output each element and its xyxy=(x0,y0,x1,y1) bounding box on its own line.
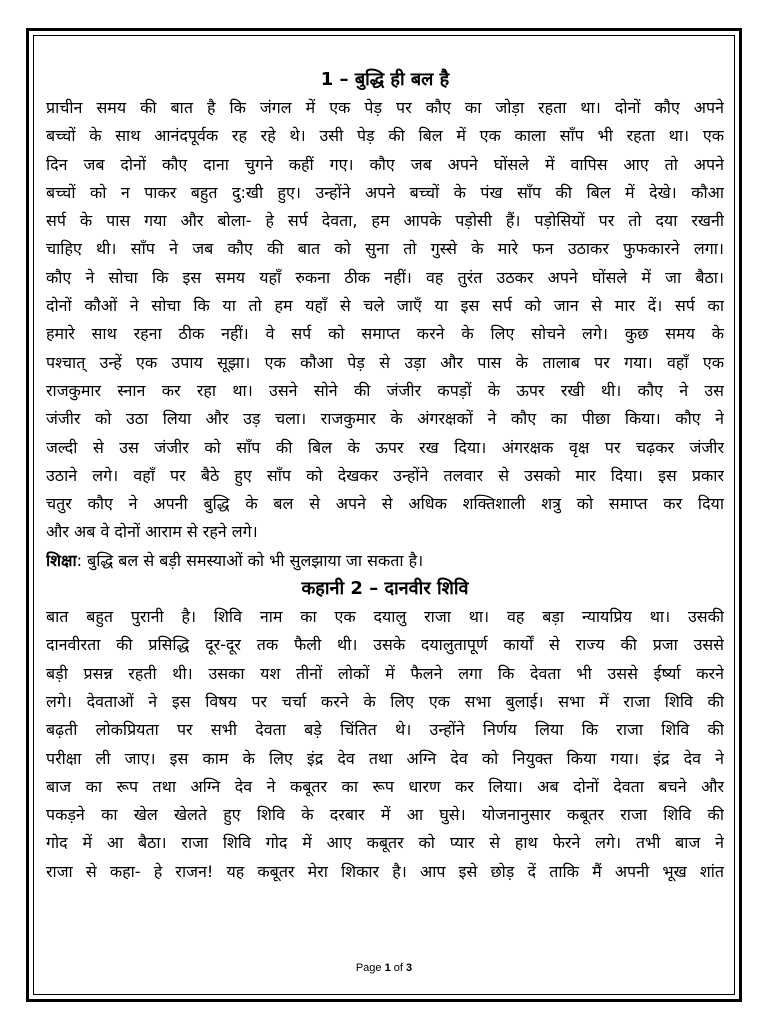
story-1-line: उठाने लगे। वहाँ पर बैठे हुए साँप को देखकर उन्होंने तलवार से उसको मार दिया। इस प्रकार xyxy=(46,465,724,485)
story-2-title: कहानी 2 – दानवीर शिवि xyxy=(301,578,469,600)
story-1-line: बच्चों को न पाकर बहुत दु:खी हुए। उन्होंने अपने बच्चों के पंख साँप की बिल में देखे। कौआ xyxy=(46,182,724,202)
story-2-line: पकड़ने का खेल खेलते हुए शिवि के दरबार में आ घुसे। योजनानुसार कबूतर राजा शिवि की xyxy=(46,805,724,825)
story-2-line: परीक्षा ली जाए। इस काम के लिए इंद्र देव तथा अग्नि देव को नियुक्त किया गया। इंद्र देव ने xyxy=(46,748,724,768)
footer-of-word: of xyxy=(393,962,403,974)
story-1-line: प्राचीन समय की बात है कि जंगल में एक पेड़ पर कौए का जोड़ा रहता था। दोनों कौए अपने xyxy=(46,98,724,117)
story-1-line: पश्चात् उन्हें एक उपाय सूझा। एक कौआ पेड़ से उड़ा और पास के तालाब पर गया। वहाँ एक xyxy=(46,352,724,372)
story-2-line: बड़ी प्रसन्न रहती थी। उसका यश तीनों लोकों में फैलने लगा कि देवता भी उससे ईर्ष्या करने xyxy=(46,663,724,683)
story-1-line: चाहिए थी। साँप ने जब कौए की बात को सुना तो गुस्से के मारे फन उठाकर फुफकारने लगा। xyxy=(46,239,724,259)
story-1-line: चतुर कौए ने अपनी बुद्धि के बल से अपने से अधिक शक्तिशाली शत्रु को समाप्त कर दिया xyxy=(46,494,724,514)
story-1-line: जल्दी से उस जंजीर को साँप की बिल के ऊपर रख दिया। अंगरक्षक वृक्ष पर चढ़कर जंजीर xyxy=(46,437,724,457)
footer-page-total: 3 xyxy=(406,962,413,974)
footer-page-current: 1 xyxy=(384,962,391,974)
story-2-line: दानवीरता की प्रसिद्धि दूर-दूर तक फैली थी। उसके दयालुतापूर्ण कार्यों से राज्य की प्रजा उससे xyxy=(46,635,724,655)
story-1-line: बच्चों के साथ आनंदपूर्वक रह रहे थे। उसी पेड़ की बिल में एक काला साँप भी रहता था। एक xyxy=(46,126,724,146)
story-1-lesson xyxy=(46,547,724,575)
story-2-line: बढ़ती लोकप्रियता पर सभी देवता बड़े चिंतित थे। उन्होंने निर्णय लिया कि राजा शिवि की xyxy=(46,720,724,740)
story-1-line: और अब वे दोनों आराम से रहने लगे। xyxy=(46,522,258,542)
story-1-line: दोनों कौओं ने सोचा कि या तो हम यहाँ से चले जाएँ या इस सर्प को जान से मार दें। सर्प का xyxy=(46,296,724,316)
story-1-line: कौए ने सोचा कि इस समय यहाँ रुकना ठीक नहीं। वह तुरंत उठकर अपने घोंसले में जा बैठा। xyxy=(46,267,724,287)
story-2-line: लगे। देवताओं ने इस विषय पर चर्चा करने के लिए एक सभा बुलाई। सभा में राजा शिवि की xyxy=(46,691,724,711)
story-1-line: दिन जब दोनों कौए दाना चुगने कहीं गए। कौए जब अपने घोंसले में वापिस आए तो अपने xyxy=(46,154,724,174)
story-1-line: जंजीर को उठा लिया और उड़ चला। राजकुमार के अंगरक्षकों ने कौए का पीछा किया। कौए ने xyxy=(46,409,724,429)
story-2-line: राजा से कहा- हे राजन! यह कबूतर मेरा शिकार है। आप इसे छोड़ दें ताकि मैं अपनी भूख शांत xyxy=(46,861,724,881)
document-body xyxy=(46,66,724,886)
story-1-line: हमारे साथ रहना ठीक नहीं। वे सर्प को समाप्त करने के लिए सोचने लगे। कुछ समय के xyxy=(46,324,724,344)
story-2-line: बात बहुत पुरानी है। शिवि नाम का एक दयालु राजा था। वह बड़ा न्यायप्रिय था। उसकी xyxy=(46,607,724,627)
page-footer xyxy=(0,962,768,974)
story-1-title: 1 – बुद्धि ही बल है xyxy=(320,69,450,90)
story-1-line: सर्प के पास गया और बोला- हे सर्प देवता, हम आपके पड़ोसी हैं। पड़ोसियों पर तो दया रखनी xyxy=(46,211,724,231)
story-2-line: बाज का रूप तथा अग्नि देव ने कबूतर का रूप धारण कर लिया। अब दोनों देवता बचने और xyxy=(46,776,724,796)
story-1-line: राजकुमार स्नान कर रहा था। उसने सोने की जंजीर कपड़ों के ऊपर रखी थी। कौए ने उस xyxy=(46,380,724,400)
story-2-line: गोद में आ बैठा। राजा शिवि गोद में आए कबूतर को प्यार से हाथ फेरने लगे। तभी बाज ने xyxy=(46,833,724,853)
story-1-text xyxy=(46,94,724,547)
lesson-text: : बुद्धि बल से बड़ी समस्याओं को भी सुलझाया जा सकता है। xyxy=(76,550,424,570)
story-2-text xyxy=(46,603,724,886)
footer-page-word: Page xyxy=(355,962,382,974)
lesson-label: शिक्षा xyxy=(46,550,77,570)
